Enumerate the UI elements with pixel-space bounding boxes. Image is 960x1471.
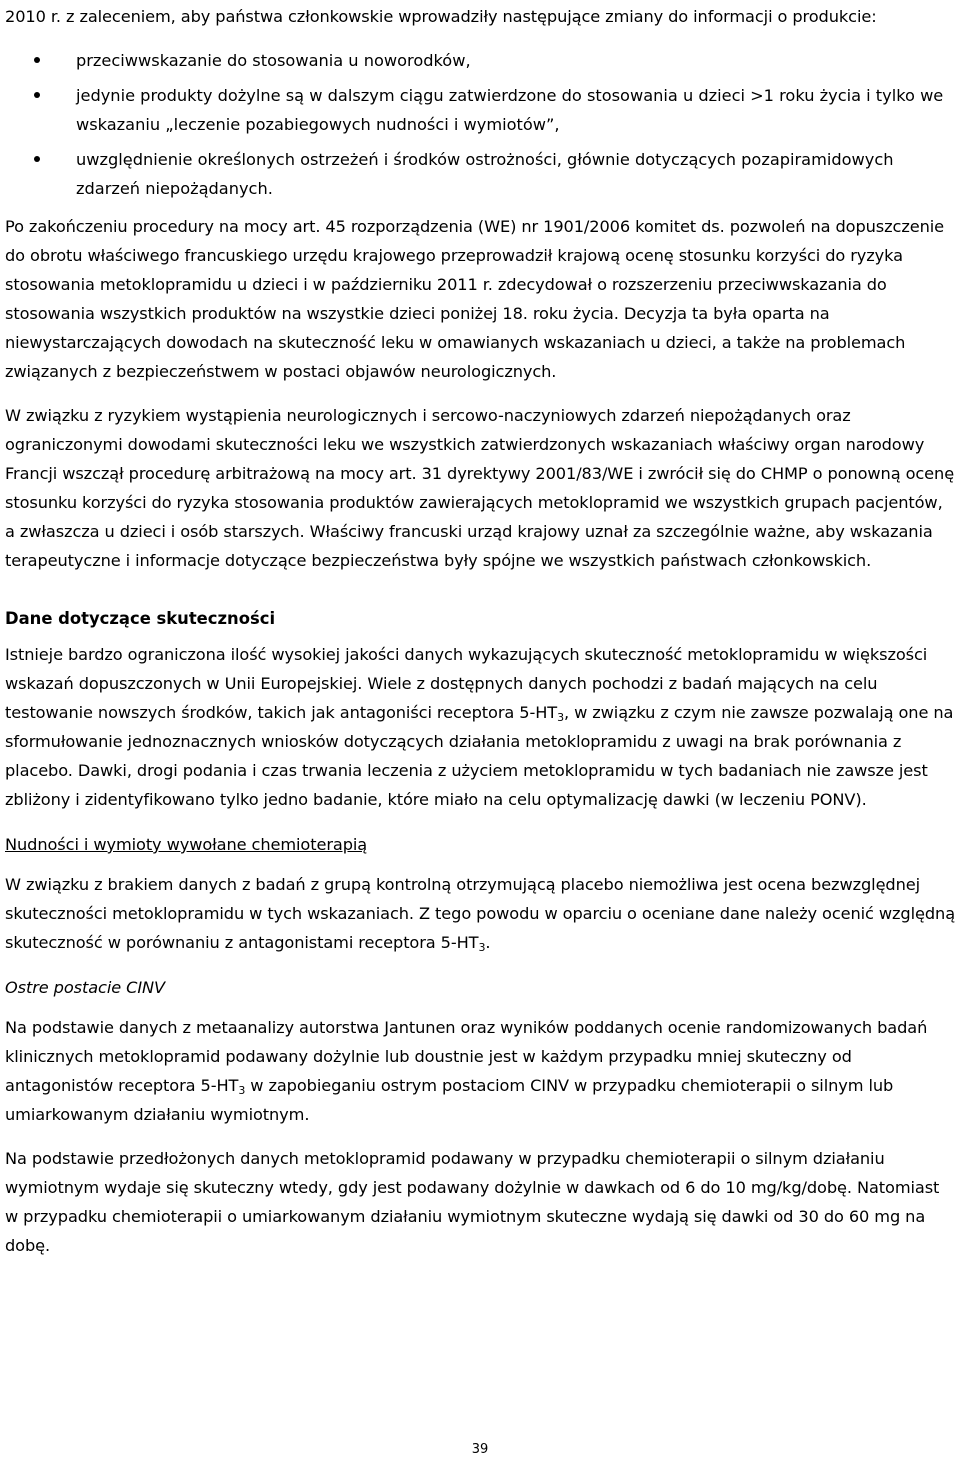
paragraph-cinv-text-cont: . bbox=[485, 933, 491, 952]
paragraph-cinv-text: W związku z brakiem danych z badań z grupą kontrolną otrzymującą placebo niemożliwa jest ocena bezwzględnej skuteczności metoklopramidu w tych wskazaniach. Z tego powodu w oparciu o oceniane dane należy ocenić względną skuteczność w porównaniu z antagonistami receptora 5-HT bbox=[5, 875, 956, 952]
bullet-item-3: uwzględnienie określonych ostrzeżeń i środków ostrożności, głównie dotyczących pozapiramidowych zdarzeń niepożądanych. bbox=[5, 145, 955, 203]
intro-paragraph: 2010 r. z zaleceniem, aby państwa członkowskie wprowadziły następujące zmiany do informacji o produkcie: bbox=[5, 7, 877, 26]
bullet-item-2: jedynie produkty dożylne są w dalszym ciągu zatwierdzone do stosowania u dzieci >1 roku życia i tylko we wskazaniu „leczenie pozabiegowych nudności i wymiotów”, bbox=[5, 81, 955, 139]
bullet-item-1: przeciwwskazanie do stosowania u noworodków, bbox=[5, 46, 955, 75]
paragraph-doses: Na podstawie przedłożonych danych metoklopramid podawany w przypadku chemioterapii o silnym działaniu wymiotnym wydaje się skuteczny wtedy, gdy jest podawany dożylnie w dawkach od 6 do 10 mg/kg/dobę. Natomiast w przypadku chemioterapii o umiarkowanym działaniu wymiotnym skuteczne wydają się dawki od 30 do 60 mg na dobę. bbox=[5, 1149, 940, 1255]
section-heading-efficacy: Dane dotyczące skuteczności bbox=[5, 609, 276, 628]
subscript-3: 3 bbox=[557, 711, 564, 724]
paragraph-referral: W związku z ryzykiem wystąpienia neurologicznych i sercowo-naczyniowych zdarzeń niepożądanych oraz ograniczonymi dowodami skuteczności leku we wszystkich zatwierdzonych wskazaniach właściwy organ narodowy Francji wszczął procedurę arbitrażową na mocy art. 31 dyrektywy 2001/83/WE i zwrócił się do CHMP o ponowną ocenę stosunku korzyści do ryzyka stosowania produktów zawierających metoklopramid we wszystkich grupach pacjentów, a zwłaszcza u dzieci i osób starszych. Właściwy francuski urząd krajowy uznał za szczególnie ważne, aby wskazania terapeutyczne i informacje dotyczące bezpieczeństwa były spójne we wszystkich państwach członkowskich. bbox=[5, 406, 955, 570]
page-number: 39 bbox=[471, 1442, 489, 1457]
subheading-acute-cinv: Ostre postacie CINV bbox=[5, 978, 166, 997]
paragraph-efficacy-text: Istnieje bardzo ograniczona ilość wysokiej jakości danych wykazujących skuteczność metoklopramidu w większości wskazań dopuszczonych w Unii Europejskiej. Wiele z dostępnych danych pochodzi z badań mających na celu testowanie nowszych środków, takich jak antagoniści receptora 5-HT bbox=[5, 645, 928, 722]
subscript-3: 3 bbox=[478, 941, 486, 954]
subscript-3: 3 bbox=[238, 1084, 246, 1097]
paragraph-cinv bbox=[5, 870, 955, 957]
paragraph-efficacy-text-cont: , w związku z czym nie zawsze pozwalają one na sformułowanie jednoznacznych wniosków dotyczących działania metoklopramidu z uwagi na brak porównania z placebo. Dawki, drogi podania i czas trwania leczenia z użyciem metoklopramidu w tych badaniach nie zawsze jest zbliżony i zidentyfikowano tylko jedno badanie, które miało na celu optymalizację dawki (w leczeniu PONV). bbox=[5, 703, 954, 809]
document-body bbox=[5, 2, 955, 1260]
subheading-cinv: Nudności i wymioty wywołane chemioterapią bbox=[5, 835, 368, 854]
bullet-list bbox=[5, 46, 955, 203]
paragraph-acute-cinv-text: Na podstawie danych z metaanalizy autorstwa Jantunen oraz wyników poddanych ocenie randomizowanych badań klinicznych metoklopramid podawany dożylnie lub doustnie jest w każdym przypadku mniej skuteczny od antagonistów receptora 5-HT bbox=[5, 1018, 928, 1095]
paragraph-acute-cinv-text-cont: w zapobieganiu ostrym postaciom CINV w przypadku chemioterapii o silnym lub umiarkowanym działaniu wymiotnym. bbox=[5, 1076, 894, 1124]
paragraph-procedure: Po zakończeniu procedury na mocy art. 45 rozporządzenia (WE) nr 1901/2006 komitet ds. pozwoleń na dopuszczenie do obrotu właściwego francuskiego urzędu krajowego przeprowadził krajową ocenę stosunku korzyści do ryzyka stosowania metoklopramidu u dzieci i w październiku 2011 r. zdecydował o rozszerzeniu przeciwwskazania do stosowania wszystkich produktów na wszystkie dzieci poniżej 18. roku życia. Decyzja ta była oparta na niewystarczających dowodach na skuteczność leku w omawianych wskazaniach u dzieci, a także na problemach związanych z bezpieczeństwem w postaci objawów neurologicznych. bbox=[5, 217, 945, 381]
paragraph-acute-cinv bbox=[5, 1013, 955, 1129]
paragraph-efficacy bbox=[5, 640, 955, 814]
